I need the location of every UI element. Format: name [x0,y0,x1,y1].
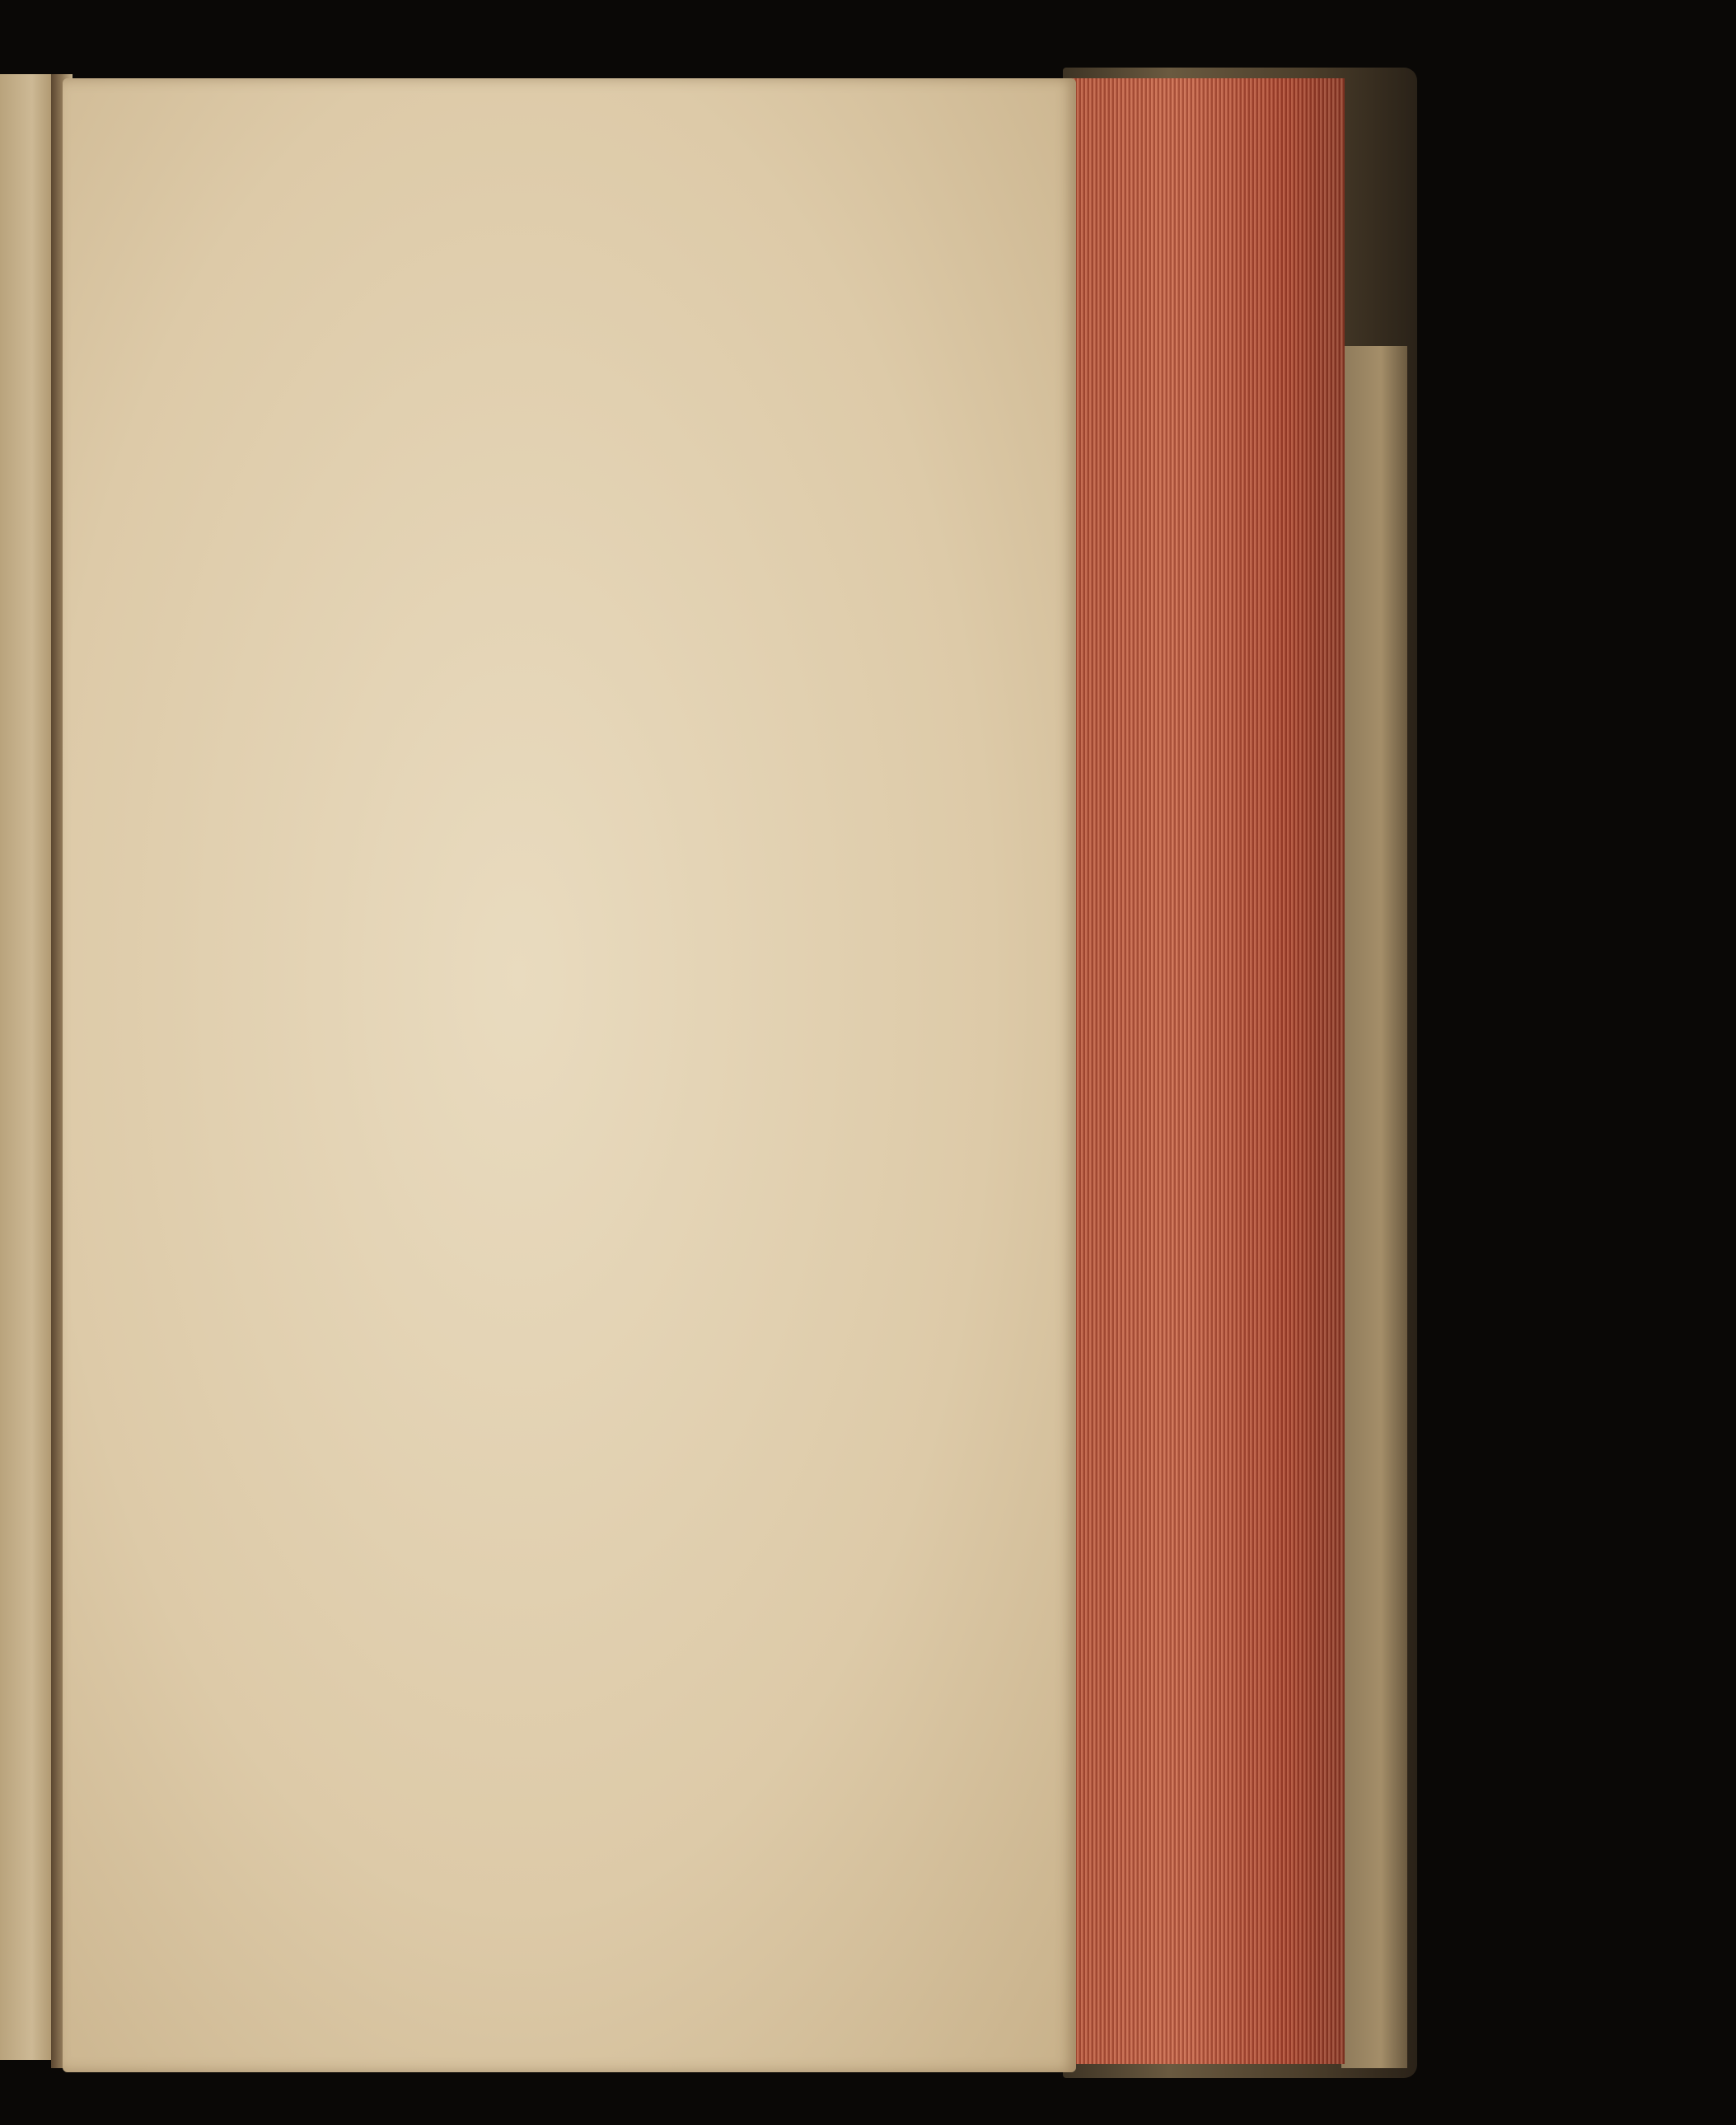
left-facing-page [0,74,58,2060]
book-spine-band [1341,346,1407,2068]
book-page [63,78,1076,2072]
page-block-fore-edge [1061,78,1345,2064]
